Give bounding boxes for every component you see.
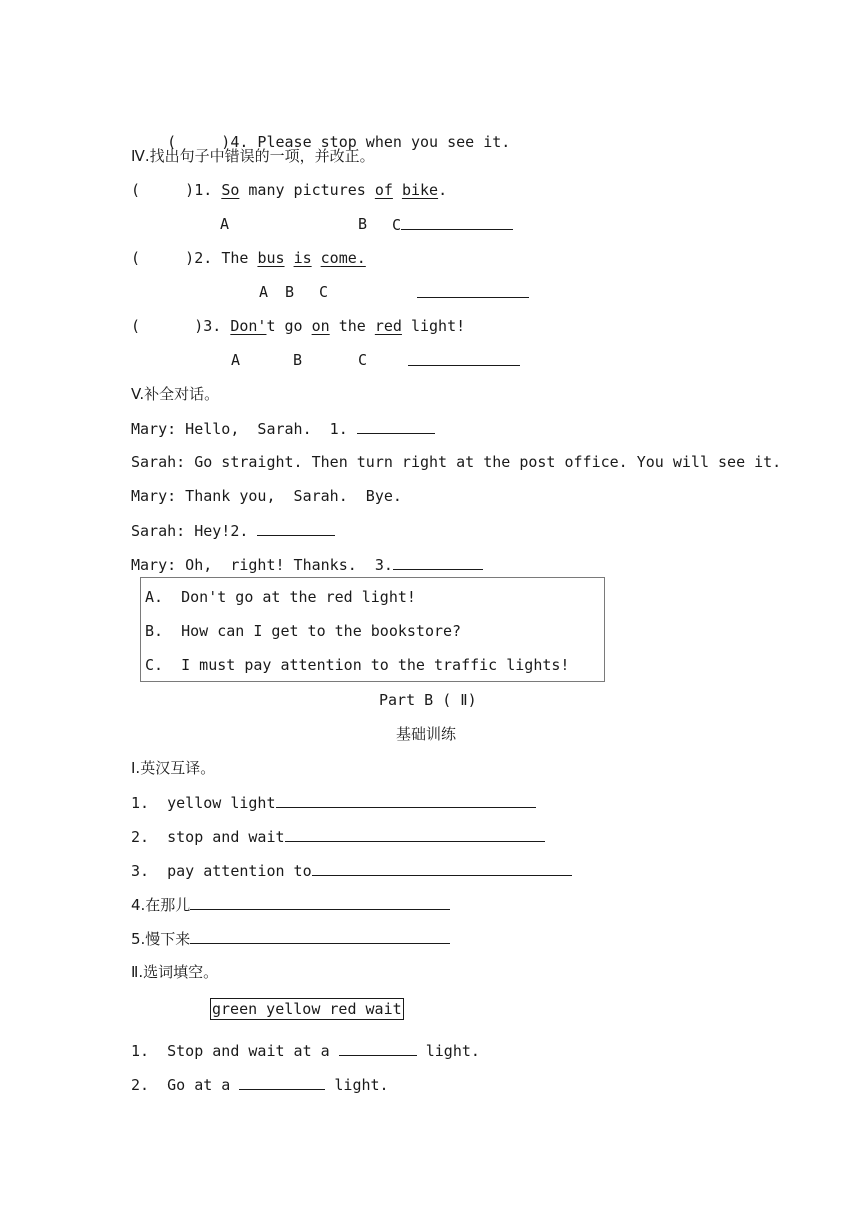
plain-text: t go: [266, 317, 312, 335]
plain-text: light!: [401, 317, 466, 335]
item-text: 2. Go at a: [131, 1076, 240, 1094]
dialogue-line-4: [131, 520, 335, 541]
answer-blank[interactable]: [393, 554, 483, 570]
translate-item-5: [131, 928, 450, 949]
option-b-word: of: [374, 181, 393, 199]
answer-blank[interactable]: [276, 792, 536, 808]
translate-item-2: [131, 826, 545, 847]
label-b: B: [358, 215, 368, 233]
fill-item-1: [131, 1040, 480, 1061]
option-a-word: bus: [257, 249, 285, 267]
option-b-word: on: [311, 317, 330, 335]
item-text: light.: [416, 1042, 480, 1060]
translate-item-1: [131, 792, 536, 813]
answer-paren: ( ): [131, 317, 204, 335]
answer-blank[interactable]: [357, 418, 435, 434]
answer-blank[interactable]: [190, 928, 450, 944]
plain-text: The: [221, 249, 258, 267]
answer-blank[interactable]: [190, 894, 450, 910]
question-number: 3.: [203, 317, 231, 335]
section-ii-heading: Ⅱ.选词填空。: [131, 963, 219, 981]
question-number: 1.: [194, 181, 222, 199]
item-text: light.: [325, 1076, 389, 1094]
item-text: 2. stop and wait: [131, 828, 285, 846]
plain-text: the: [329, 317, 375, 335]
label-a: A: [220, 215, 230, 233]
translate-item-3: [131, 860, 572, 881]
q4-2-line: [131, 248, 366, 268]
label-c: C: [358, 351, 368, 369]
speaker: Mary:: [131, 420, 177, 438]
label-a: A: [259, 283, 269, 301]
answer-blank[interactable]: [285, 826, 545, 842]
option-b: B. How can I get to the bookstore?: [145, 622, 462, 640]
option-b-word: is: [293, 249, 312, 267]
option-a-word: Don': [230, 317, 267, 335]
label-c: C: [392, 214, 513, 235]
dialogue-text: Oh, right! Thanks. 3.: [176, 556, 393, 574]
item-text: 3. pay attention to: [131, 862, 312, 880]
dialogue-text: Hello, Sarah. 1.: [176, 420, 357, 438]
plain-text: [393, 181, 402, 199]
answer-blank-wrap: [408, 350, 520, 371]
option-c-word: red: [374, 317, 402, 335]
label-b: B: [285, 283, 295, 301]
plain-text: [285, 249, 294, 267]
part-subtitle: 基础训练: [396, 725, 457, 743]
answer-blank[interactable]: [417, 282, 529, 298]
dialogue-line-1: [131, 418, 435, 439]
dialogue-text: Go straight. Then turn right at the post office. You will see it.: [185, 453, 782, 471]
answer-blank[interactable]: [257, 520, 335, 536]
item-text: 4.在那儿: [131, 896, 191, 914]
label-b: B: [293, 351, 303, 369]
option-a-word: So: [221, 181, 240, 199]
dialogue-text: Hey!2.: [185, 522, 258, 540]
section4-heading: Ⅳ.找出句子中错误的一项，并改正。: [131, 147, 375, 165]
answer-blank-wrap: [417, 282, 529, 303]
q4-3-line: [131, 316, 465, 336]
option-c: C. I must pay attention to the traffic lights!: [145, 656, 570, 674]
option-c-word: come.: [320, 249, 366, 267]
item-text: 1. yellow light: [131, 794, 276, 812]
speaker: Mary:: [131, 487, 177, 505]
answer-blank[interactable]: [312, 860, 572, 876]
answer-paren: ( ): [131, 249, 195, 267]
answer-paren: ( ): [131, 181, 195, 199]
label-a: A: [231, 351, 241, 369]
dialogue-line-5: [131, 554, 483, 575]
translate-item-4: [131, 894, 450, 915]
speaker: Mary:: [131, 556, 177, 574]
answer-blank[interactable]: [401, 214, 513, 230]
option-a: A. Don't go at the red light!: [145, 588, 416, 606]
section5-heading: V.补全对话。: [131, 385, 220, 403]
plain-text: [312, 249, 321, 267]
option-c-word: bike: [401, 181, 439, 199]
fill-item-2: [131, 1074, 389, 1095]
plain-text: many pictures: [239, 181, 375, 199]
answer-paren: ( ): [167, 133, 231, 151]
answer-blank[interactable]: [339, 1040, 417, 1056]
q4-1-line: [131, 180, 447, 200]
part-title: Part B ( Ⅱ): [379, 691, 477, 709]
question-text: 4. Please stop when you see it.: [230, 133, 511, 151]
speaker: Sarah:: [131, 522, 186, 540]
item-text: 1. Stop and wait at a: [131, 1042, 339, 1060]
dialogue-text: Thank you, Sarah. Bye.: [176, 487, 402, 505]
section-i-heading: Ⅰ.英汉互译。: [131, 759, 216, 777]
speaker: Sarah:: [131, 453, 186, 471]
dialogue-line-2: [131, 452, 781, 472]
question-number: 2.: [194, 249, 222, 267]
label-c: C: [319, 283, 329, 301]
answer-blank[interactable]: [408, 350, 520, 366]
dialogue-line-3: [131, 486, 402, 506]
plain-text: .: [438, 181, 448, 199]
word-bank-box: green yellow red wait: [212, 1000, 402, 1018]
answer-blank[interactable]: [239, 1074, 325, 1090]
item-text: 5.慢下来: [131, 930, 191, 948]
